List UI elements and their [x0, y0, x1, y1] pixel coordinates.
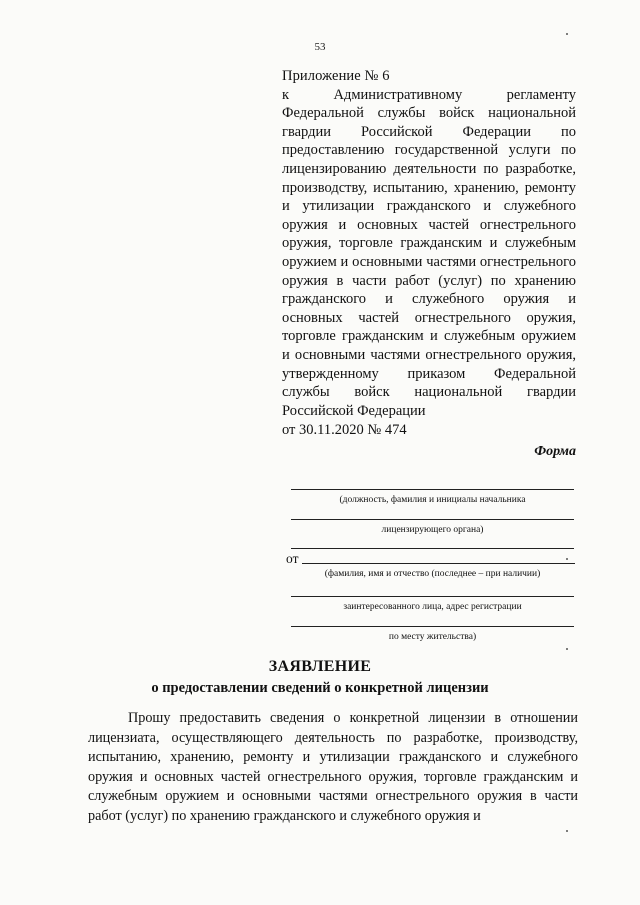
form-label: Форма	[534, 444, 576, 459]
applicant-line-0[interactable]	[291, 548, 574, 549]
applicant-from-row[interactable]	[286, 552, 575, 566]
statement-text: Прошу предоставить сведения о конкретной лицензии в отношении лицензиата, осуществляющего деятельность по разработке, производству, испытанию, хранению, ремонту и утилизации гражданского и служебного оружия и основных частей огнестрельного оружия, торговле гражданским и служебным оружием и основными частями огнестрельного оружия в части работ (услуг) по хранению гражданского и служебного оружия и	[88, 710, 578, 824]
addressee-caption-2: лицензирующего органа)	[381, 525, 484, 535]
applicant-line-3[interactable]	[291, 626, 574, 627]
scan-speck	[566, 33, 568, 35]
from-label: от	[286, 551, 299, 566]
addressee-line-2[interactable]	[291, 519, 574, 520]
appendix-block	[282, 67, 576, 440]
applicant-caption-block-1	[291, 568, 574, 580]
appendix-title: Приложение № 6	[282, 68, 390, 84]
applicant-top-line[interactable]	[291, 548, 574, 549]
page-number: 53	[314, 41, 326, 53]
applicant-caption-3: по месту жительства)	[388, 632, 477, 642]
addressee-field-2[interactable]	[291, 519, 574, 536]
scan-speck	[566, 648, 568, 650]
scan-speck	[566, 830, 568, 832]
applicant-line-2[interactable]	[291, 596, 574, 597]
appendix-body: к Административному регламенту Федеральной службы войск национальной гвардии Российской Федерации по предоставлению государственной услуги по лицензированию деятельности по разработке, производству, испытанию, хранению, ремонту и утилизации гражданского и служебного оружия и основных частей огнестрельного оружия, торговле гражданским и служебным оружием и основными частями огнестрельного оружия в части работ (услуг) по хранению гражданского и служебного оружия и основных частей огнестрельного оружия, торговле гражданским и служебным оружием и основными частями огнестрельного оружия, утвержденному приказом Федеральной службы войск национальной гвардии Российской Федерации	[282, 86, 576, 419]
applicant-caption-2: заинтересованного лица, адрес регистрации	[343, 602, 522, 612]
addressee-field-1[interactable]	[291, 489, 574, 506]
applicant-caption-1: (фамилия, имя и отчество (последнее – при наличии)	[324, 569, 541, 579]
scan-speck	[566, 558, 568, 560]
addressee-line-1[interactable]	[291, 489, 574, 490]
applicant-field-3[interactable]	[291, 626, 574, 643]
applicant-line-1[interactable]	[302, 563, 575, 564]
appendix-date: от 30.11.2020 № 474	[282, 422, 407, 439]
applicant-field-2[interactable]	[291, 596, 574, 613]
statement-subtitle: о предоставлении сведений о конкретной лицензии	[151, 680, 489, 696]
statement-title: ЗАЯВЛЕНИЕ	[268, 658, 372, 675]
addressee-caption-1: (должность, фамилия и инициалы начальника	[339, 495, 526, 505]
